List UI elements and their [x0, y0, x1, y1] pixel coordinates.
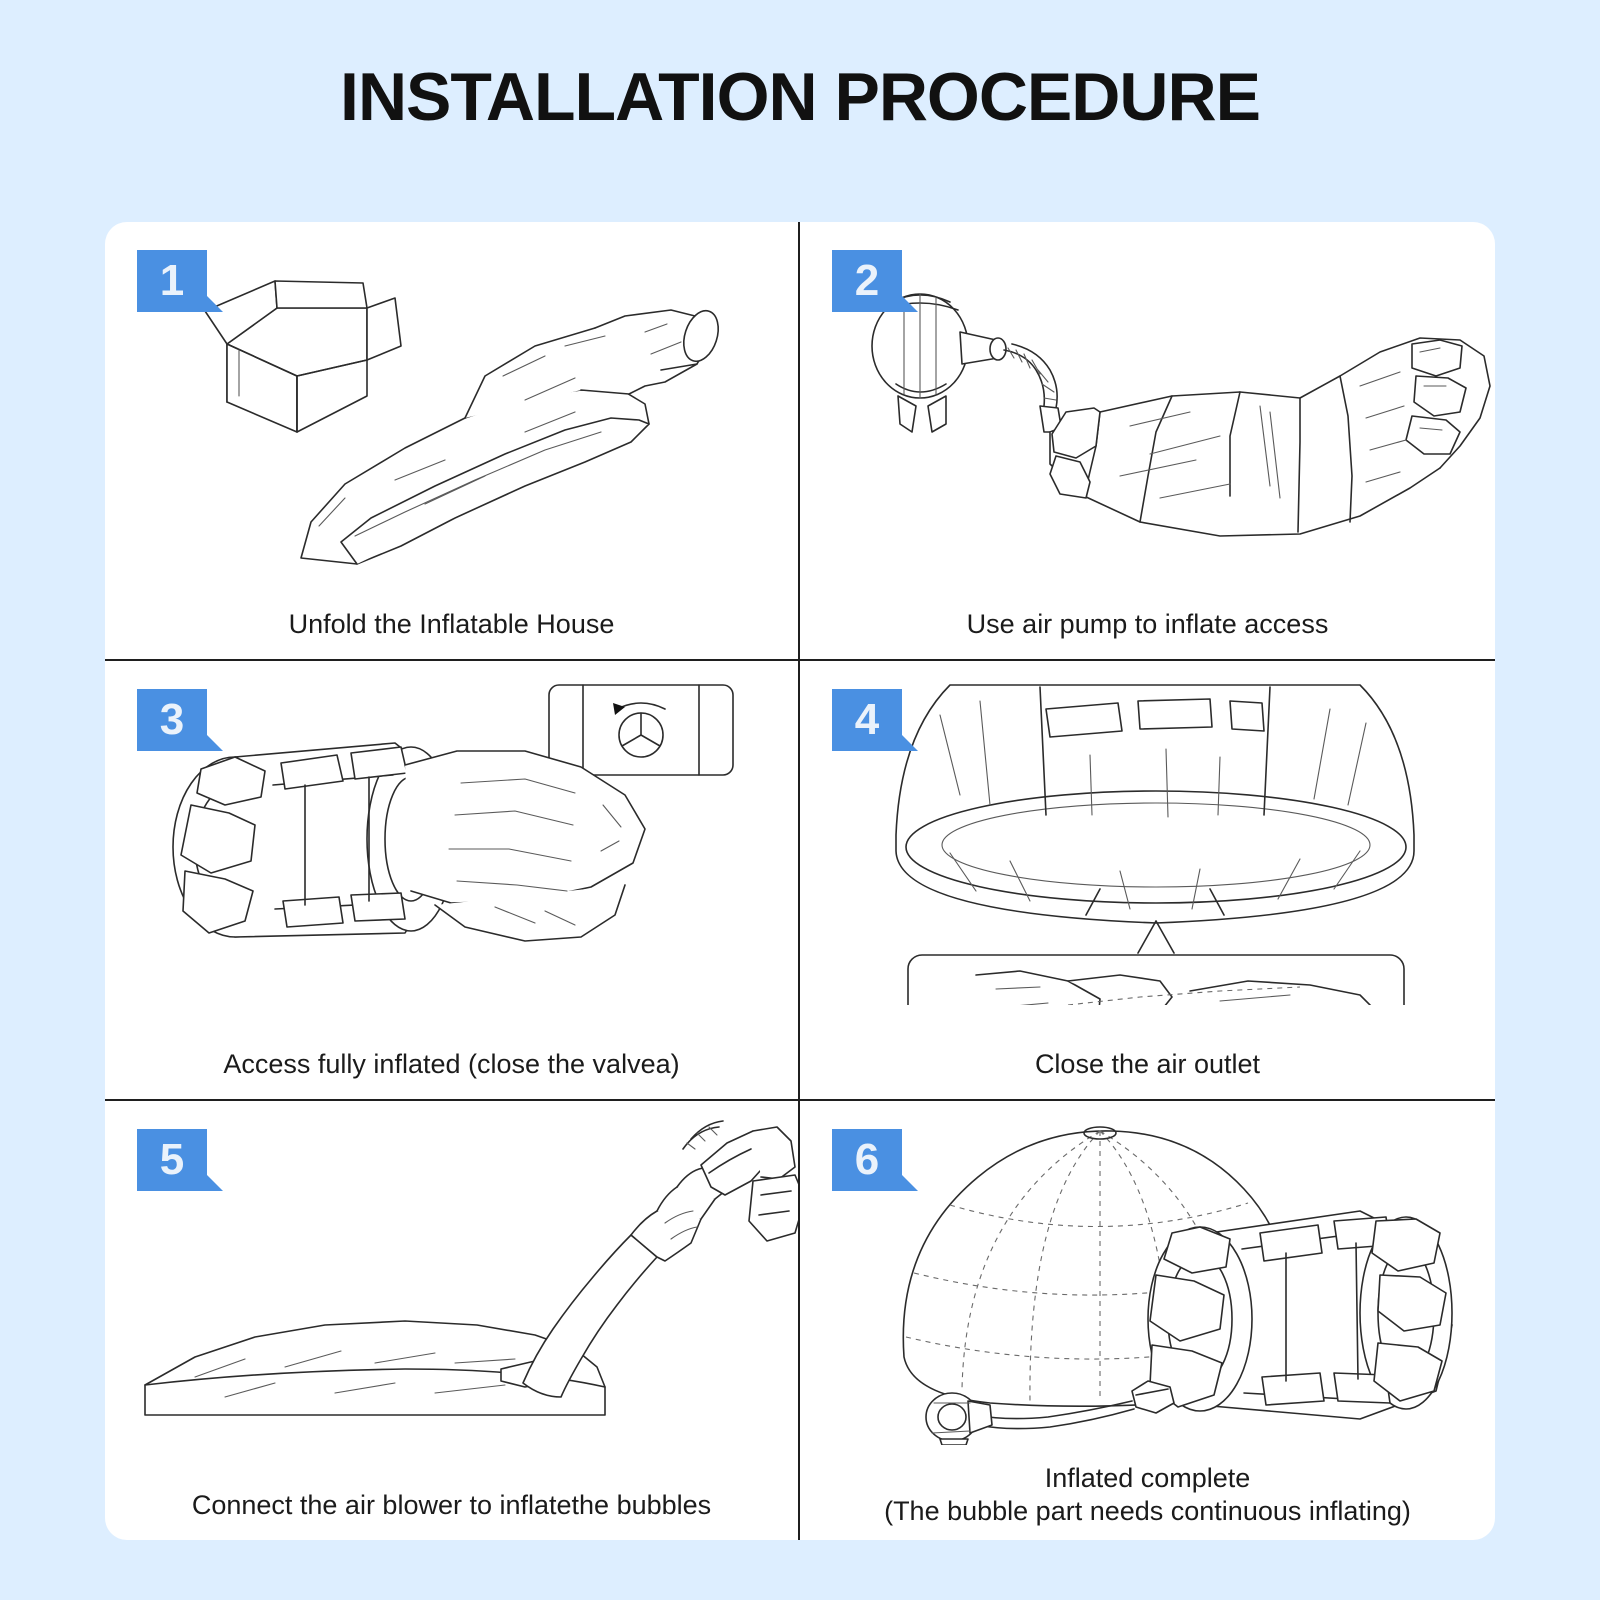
step-caption-3: Access fully inflated (close the valvea) — [223, 1048, 680, 1079]
valve-inset-diagram — [549, 685, 733, 775]
step-cell-4 — [800, 661, 1495, 1100]
step-caption-1: Unfold the Inflatable House — [288, 609, 615, 640]
step-illustration-5 — [105, 1115, 798, 1445]
page-title: INSTALLATION PROCEDURE — [340, 59, 1260, 135]
step-number-badge-4: 4 — [832, 689, 902, 751]
step-number-badge-6: 6 — [832, 1129, 902, 1191]
step-caption-4: Close the air outlet — [1034, 1048, 1261, 1079]
step-cell-1 — [105, 222, 800, 661]
step-illustration-3 — [105, 675, 798, 1005]
step-cell-6 — [800, 1101, 1495, 1540]
step-illustration-6 — [800, 1115, 1495, 1445]
step-cell-3 — [105, 661, 800, 1100]
step-cell-2 — [800, 222, 1495, 661]
step-caption-6-line2: (The bubble part needs continuous inflating) — [884, 1496, 1411, 1527]
step-number-badge-5: 5 — [137, 1129, 207, 1191]
step-caption-2: Use air pump to inflate access — [966, 609, 1329, 640]
step-cell-5 — [105, 1101, 800, 1540]
zipper-closing-inset — [908, 955, 1404, 1005]
step-caption-6-line1: Inflated complete — [1044, 1463, 1251, 1494]
step-number-badge-3: 3 — [137, 689, 207, 751]
step-illustration-1 — [105, 236, 798, 566]
step-number-badge-2: 2 — [832, 250, 902, 312]
steps-grid — [105, 222, 1495, 1540]
step-illustration-4 — [800, 675, 1495, 1005]
step-caption-6 — [800, 1462, 1495, 1528]
steps-card — [105, 222, 1495, 1540]
step-number-badge-1: 1 — [137, 250, 207, 312]
step-illustration-2 — [800, 236, 1495, 566]
step-caption-5: Connect the air blower to inflatethe bubbles — [191, 1490, 712, 1521]
